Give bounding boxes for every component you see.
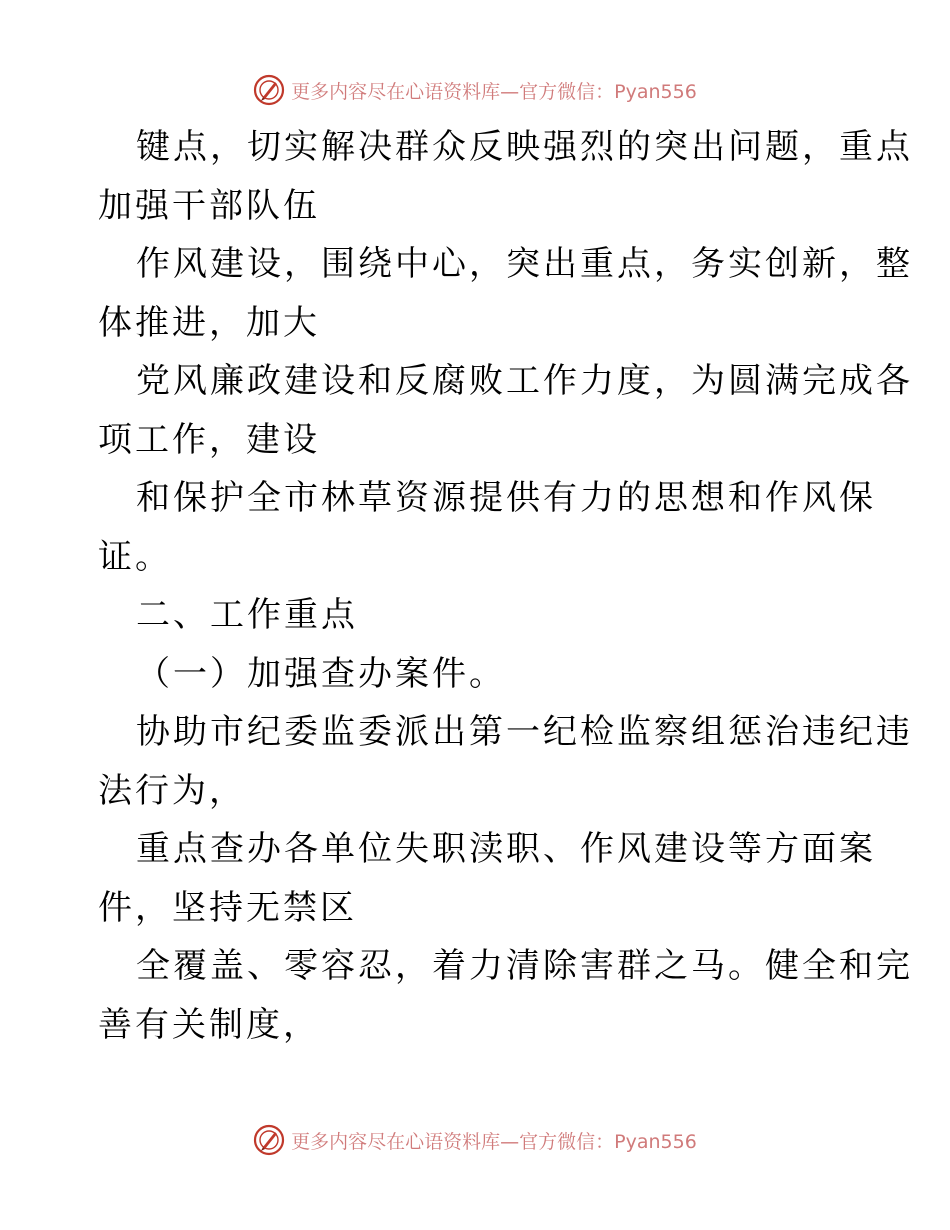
text-line: 件，坚持无禁区 (98, 887, 357, 928)
header-banner (0, 70, 950, 110)
text-line: 重点查办各单位失职渎职、作风建设等方面案 (136, 829, 876, 869)
text-line: 加强干部队伍 (98, 185, 320, 226)
banner-text: 更多内容尽在心语资料库—官方微信：Pyan556 (291, 80, 697, 103)
text-line: 协助市纪委监委派出第一纪检监察组惩治违纪违 (136, 712, 913, 752)
banner-text: 更多内容尽在心语资料库—官方微信：Pyan556 (291, 1130, 697, 1153)
document-body (98, 118, 913, 1054)
text-line: 党风廉政建设和反腐败工作力度，为圆满完成各 (136, 361, 913, 401)
text-line: 善有关制度， (98, 1004, 320, 1045)
quill-seal-icon (253, 1124, 285, 1156)
quill-seal-icon (253, 74, 285, 106)
footer-banner (0, 1120, 950, 1160)
text-line: 项工作，建设 (98, 419, 320, 460)
text-line: 体推进，加大 (98, 302, 320, 343)
text-line: （一）加强查办案件。 (136, 653, 506, 694)
text-line: 法行为， (98, 770, 246, 811)
text-line: 证。 (98, 536, 172, 577)
text-line: 二、工作重点 (136, 595, 358, 635)
header-banner-inner (253, 74, 697, 106)
text-line: 和保护全市林草资源提供有力的思想和作风保 (136, 478, 876, 518)
text-line: 全覆盖、零容忍，着力清除害群之马。健全和完 (136, 946, 913, 986)
text-line: 作风建设，围绕中心，突出重点，务实创新，整 (136, 244, 913, 284)
footer-banner-inner (253, 1124, 697, 1156)
text-line: 键点，切实解决群众反映强烈的突出问题，重点 (136, 127, 913, 167)
